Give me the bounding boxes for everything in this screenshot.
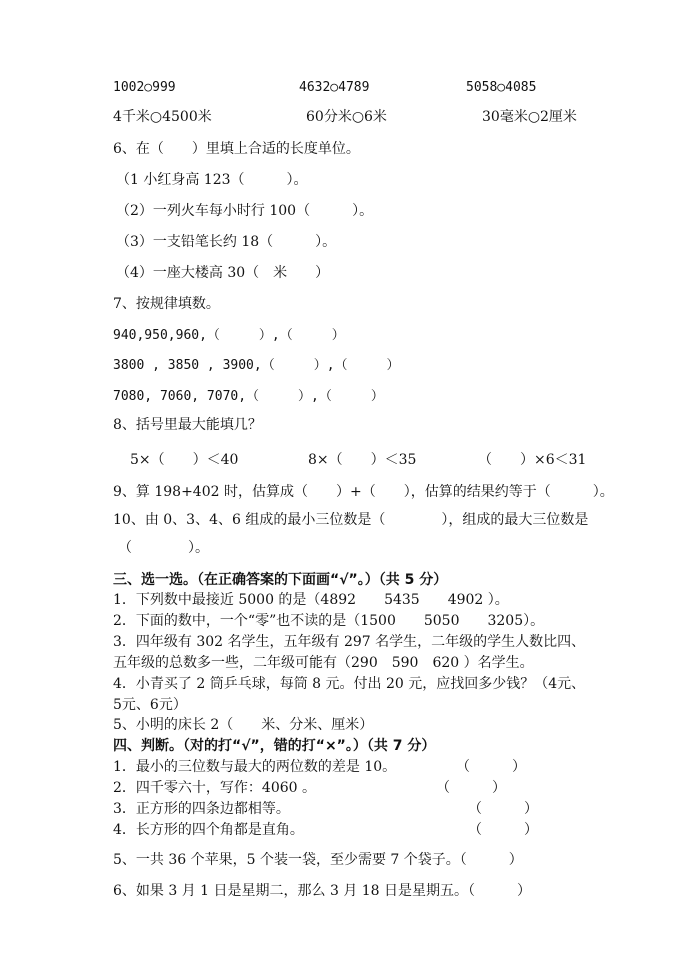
q8-item-3: （ ）×6＜31 bbox=[478, 452, 587, 468]
q10-line-2: （ ）。 bbox=[118, 540, 209, 556]
judge-item-6: 6、如果 3 月 1 日是星期二，那么 3 月 18 日是星期五。（ ） bbox=[113, 883, 532, 899]
compare-1b: 4632○4789 bbox=[299, 80, 370, 95]
q8-title: 8、括号里最大能填几？ bbox=[113, 417, 262, 433]
judge-item-2-text: 2．四千零六十，写作：4060 。 bbox=[113, 780, 316, 796]
judge-item-3-mark[interactable]: （ ） bbox=[468, 801, 538, 817]
q6-item-1: （1 小红身高 123（ ）。 bbox=[116, 172, 308, 188]
judge-item-5: 5、一共 36 个苹果，5 个装一袋，至少需要 7 个袋子。（ ） bbox=[113, 852, 523, 868]
q6-title: 6、在（ ）里填上合适的长度单位。 bbox=[113, 141, 360, 157]
section3-heading: 三、选一选。（在正确答案的下面画“√”。）（共 5 分） bbox=[113, 572, 448, 588]
q9-text: 9、算 198+402 时，估算成（ ）+（ ），估算的结果约等于（ ）。 bbox=[113, 484, 614, 500]
judge-item-3-text: 3．正方形的四条边都相等。 bbox=[113, 801, 290, 817]
compare-1a: 1002○999 bbox=[113, 80, 176, 95]
judge-item-2-mark[interactable]: （ ） bbox=[436, 780, 506, 796]
judge-item-1-mark[interactable]: （ ） bbox=[456, 759, 526, 775]
compare-2a: 4千米○4500米 bbox=[113, 109, 212, 125]
q7-seq-1: 940,950,960,（ ）,（ ） bbox=[113, 328, 345, 343]
compare-2c: 30毫米○2厘米 bbox=[482, 109, 577, 125]
judge-item-1-text: 1．最小的三位数与最大的两位数的差是 10。 bbox=[113, 759, 397, 775]
compare-1c: 5058○4085 bbox=[466, 80, 537, 95]
q8-item-1: 5×（ ）＜40 bbox=[130, 452, 239, 468]
q7-title: 7、按规律填数。 bbox=[113, 296, 220, 312]
section3-line-6: 5元、6元） bbox=[113, 697, 187, 713]
section4-heading: 四、判断。（对的打“√”，错的打“×”。）（共 7 分） bbox=[113, 738, 436, 754]
q7-seq-2: 3800 , 3850 , 3900,（ ）,（ ） bbox=[113, 358, 400, 373]
section3-line-3: 3．四年级有 302 名学生，五年级有 297 名学生，二年级的学生人数比四、 bbox=[113, 634, 586, 650]
judge-item-4-mark[interactable]: （ ） bbox=[468, 822, 538, 838]
q6-item-3: （3）一支铅笔长约 18（ ）。 bbox=[116, 234, 337, 250]
q8-item-2: 8×（ ）＜35 bbox=[308, 452, 417, 468]
section3-line-1: 1．下列数中最接近 5000 的是（4892 5435 4902 ）。 bbox=[113, 592, 509, 608]
section3-line-7: 5、小明的床长 2（ 米、分米、厘米） bbox=[113, 717, 374, 733]
section3-line-2: 2．下面的数中，一个“零”也不读的是（1500 5050 3205）。 bbox=[113, 613, 545, 629]
q6-item-4: （4）一座大楼高 30（ 米 ） bbox=[116, 265, 330, 281]
q6-item-2: （2）一列火车每小时行 100（ ）。 bbox=[116, 203, 374, 219]
section3-line-4: 五年级的总数多一些，二年级可能有（290 590 620 ）名学生。 bbox=[113, 655, 534, 671]
q10-line-1: 10、由 0、3、4、6 组成的最小三位数是（ ），组成的最大三位数是 bbox=[113, 512, 589, 528]
q7-seq-3: 7080, 7060, 7070,（ ）,（ ） bbox=[113, 389, 384, 404]
judge-item-4-text: 4．长方形的四个角都是直角。 bbox=[113, 822, 304, 838]
compare-2b: 60分米○6米 bbox=[306, 109, 387, 125]
section3-line-5: 4．小青买了 2 筒乒乓球，每筒 8 元。付出 20 元，应找回多少钱？（4元、 bbox=[113, 676, 586, 692]
